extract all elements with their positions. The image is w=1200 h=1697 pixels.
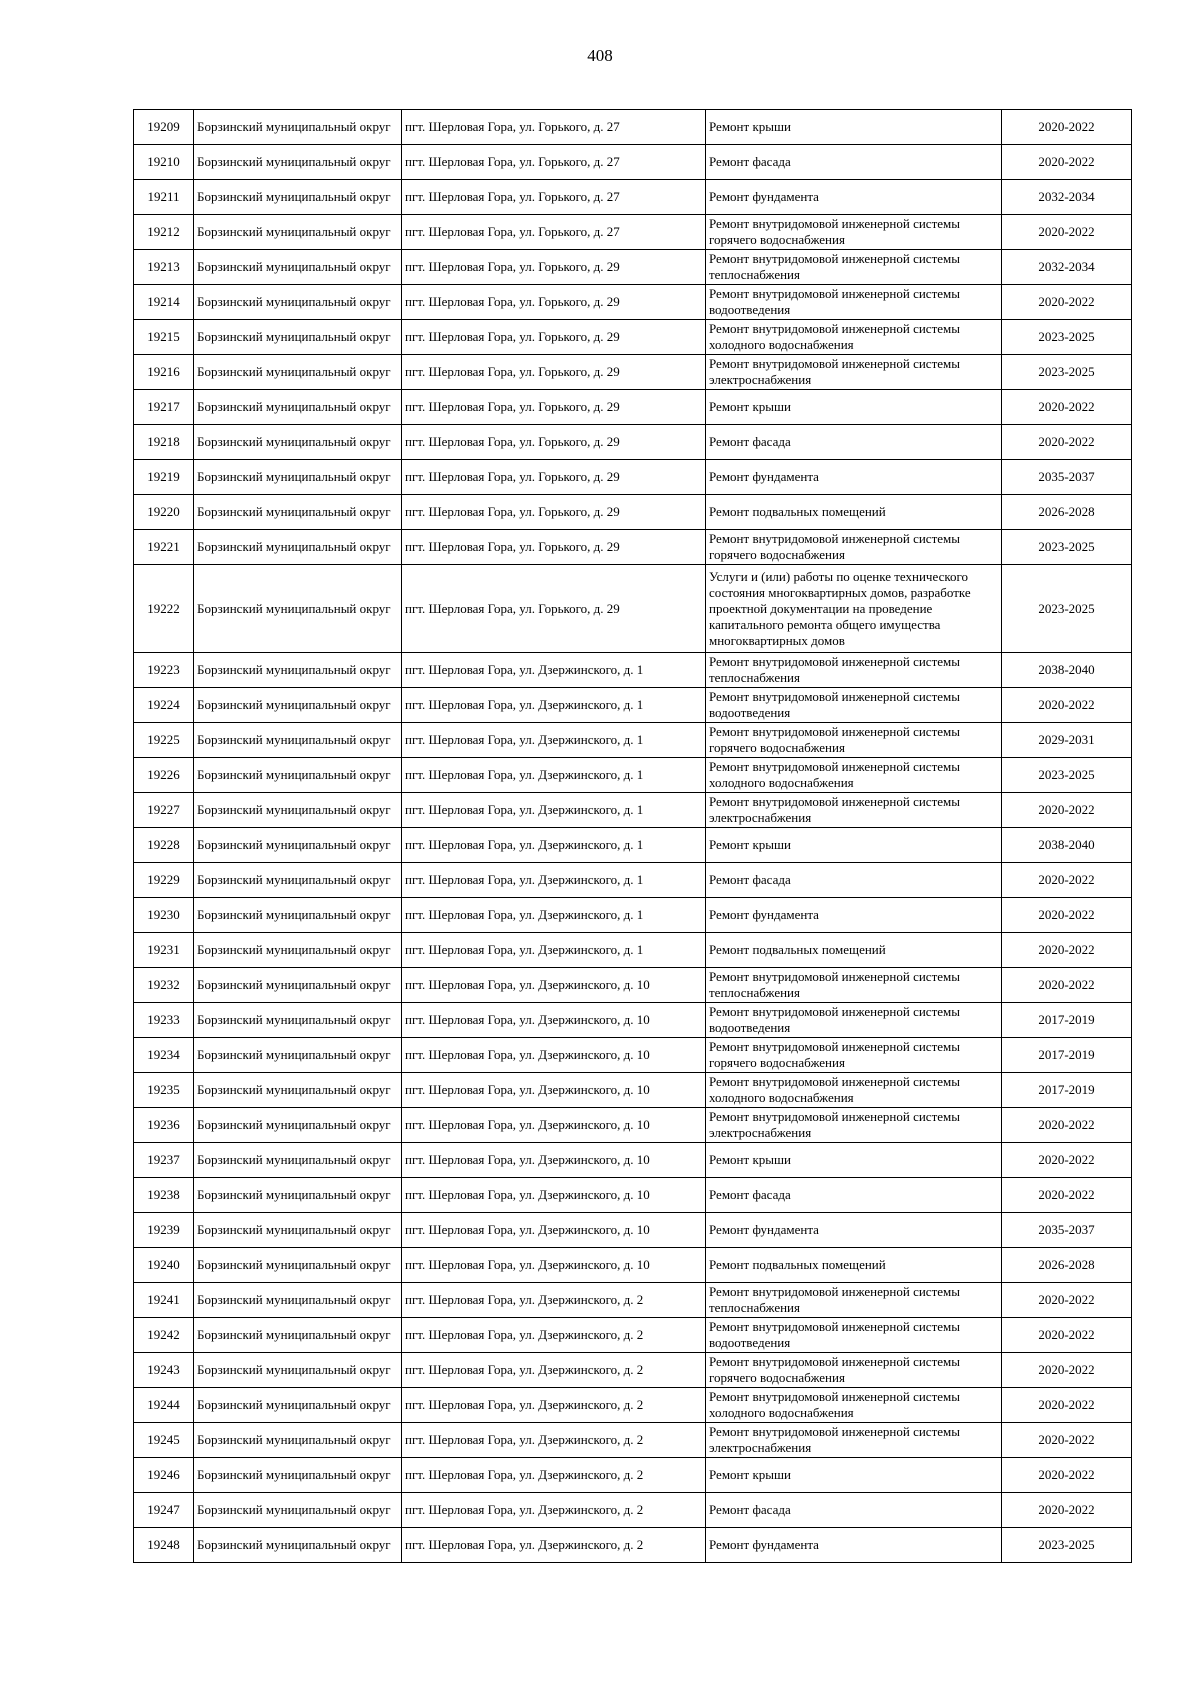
municipality-cell: Борзинский муниципальный округ (194, 1283, 402, 1318)
row-number: 19221 (134, 530, 194, 565)
municipality-cell: Борзинский муниципальный округ (194, 110, 402, 145)
address-cell: пгт. Шерловая Гора, ул. Дзержинского, д. 10 (402, 1178, 706, 1213)
municipality-cell: Борзинский муниципальный округ (194, 1528, 402, 1563)
address-cell: пгт. Шерловая Гора, ул. Горького, д. 29 (402, 495, 706, 530)
table-row (134, 1003, 1132, 1038)
address-cell: пгт. Шерловая Гора, ул. Горького, д. 29 (402, 320, 706, 355)
period-cell: 2020-2022 (1002, 793, 1132, 828)
period-cell: 2020-2022 (1002, 1108, 1132, 1143)
row-number: 19220 (134, 495, 194, 530)
table-row (134, 285, 1132, 320)
table-row (134, 828, 1132, 863)
municipality-cell: Борзинский муниципальный округ (194, 1458, 402, 1493)
municipality-cell: Борзинский муниципальный округ (194, 285, 402, 320)
period-cell: 2023-2025 (1002, 530, 1132, 565)
table-row (134, 1213, 1132, 1248)
table-row (134, 1283, 1132, 1318)
address-cell: пгт. Шерловая Гора, ул. Дзержинского, д. 2 (402, 1318, 706, 1353)
row-number: 19224 (134, 688, 194, 723)
period-cell: 2029-2031 (1002, 723, 1132, 758)
row-number: 19247 (134, 1493, 194, 1528)
row-number: 19226 (134, 758, 194, 793)
table-row (134, 1108, 1132, 1143)
table-row (134, 390, 1132, 425)
work-type-cell: Ремонт фасада (706, 1493, 1002, 1528)
address-cell: пгт. Шерловая Гора, ул. Горького, д. 27 (402, 180, 706, 215)
period-cell: 2023-2025 (1002, 758, 1132, 793)
municipality-cell: Борзинский муниципальный округ (194, 688, 402, 723)
period-cell: 2023-2025 (1002, 1528, 1132, 1563)
address-cell: пгт. Шерловая Гора, ул. Дзержинского, д. 2 (402, 1423, 706, 1458)
table-row (134, 688, 1132, 723)
work-type-cell: Ремонт крыши (706, 828, 1002, 863)
municipality-cell: Борзинский муниципальный округ (194, 1353, 402, 1388)
row-number: 19248 (134, 1528, 194, 1563)
table-row (134, 565, 1132, 653)
work-type-cell: Ремонт внутридомовой инженерной системы водоотведения (706, 1003, 1002, 1038)
row-number: 19228 (134, 828, 194, 863)
work-type-cell: Ремонт внутридомовой инженерной системы электроснабжения (706, 355, 1002, 390)
table-row (134, 1493, 1132, 1528)
period-cell: 2020-2022 (1002, 110, 1132, 145)
address-cell: пгт. Шерловая Гора, ул. Дзержинского, д. 1 (402, 793, 706, 828)
page-number: 408 (587, 46, 613, 65)
address-cell: пгт. Шерловая Гора, ул. Дзержинского, д. 1 (402, 898, 706, 933)
period-cell: 2020-2022 (1002, 1283, 1132, 1318)
row-number: 19242 (134, 1318, 194, 1353)
row-number: 19225 (134, 723, 194, 758)
row-number: 19246 (134, 1458, 194, 1493)
table-row (134, 1388, 1132, 1423)
table-row (134, 793, 1132, 828)
period-cell: 2020-2022 (1002, 215, 1132, 250)
municipality-cell: Борзинский муниципальный округ (194, 1178, 402, 1213)
municipality-cell: Борзинский муниципальный округ (194, 180, 402, 215)
address-cell: пгт. Шерловая Гора, ул. Дзержинского, д. 1 (402, 653, 706, 688)
period-cell: 2020-2022 (1002, 1318, 1132, 1353)
period-cell: 2017-2019 (1002, 1073, 1132, 1108)
municipality-cell: Борзинский муниципальный округ (194, 565, 402, 653)
row-number: 19239 (134, 1213, 194, 1248)
table-body (134, 110, 1132, 1563)
row-number: 19245 (134, 1423, 194, 1458)
table-row (134, 1073, 1132, 1108)
address-cell: пгт. Шерловая Гора, ул. Дзержинского, д. 2 (402, 1283, 706, 1318)
municipality-cell: Борзинский муниципальный округ (194, 758, 402, 793)
municipality-cell: Борзинский муниципальный округ (194, 898, 402, 933)
row-number: 19238 (134, 1178, 194, 1213)
work-type-cell: Ремонт фасада (706, 145, 1002, 180)
work-type-cell: Ремонт крыши (706, 1143, 1002, 1178)
row-number: 19211 (134, 180, 194, 215)
address-cell: пгт. Шерловая Гора, ул. Дзержинского, д. 1 (402, 688, 706, 723)
row-number: 19244 (134, 1388, 194, 1423)
address-cell: пгт. Шерловая Гора, ул. Дзержинского, д. 10 (402, 1248, 706, 1283)
period-cell: 2026-2028 (1002, 1248, 1132, 1283)
period-cell: 2020-2022 (1002, 390, 1132, 425)
table-row (134, 1038, 1132, 1073)
address-cell: пгт. Шерловая Гора, ул. Горького, д. 27 (402, 110, 706, 145)
municipality-cell: Борзинский муниципальный округ (194, 1493, 402, 1528)
period-cell: 2020-2022 (1002, 1458, 1132, 1493)
period-cell: 2020-2022 (1002, 688, 1132, 723)
period-cell: 2026-2028 (1002, 495, 1132, 530)
municipality-cell: Борзинский муниципальный округ (194, 425, 402, 460)
address-cell: пгт. Шерловая Гора, ул. Горького, д. 29 (402, 390, 706, 425)
address-cell: пгт. Шерловая Гора, ул. Горького, д. 29 (402, 565, 706, 653)
municipality-cell: Борзинский муниципальный округ (194, 460, 402, 495)
address-cell: пгт. Шерловая Гора, ул. Дзержинского, д. 2 (402, 1528, 706, 1563)
work-type-cell: Ремонт внутридомовой инженерной системы горячего водоснабжения (706, 1038, 1002, 1073)
period-cell: 2020-2022 (1002, 425, 1132, 460)
table-row (134, 1178, 1132, 1213)
work-type-cell: Ремонт фундамента (706, 180, 1002, 215)
address-cell: пгт. Шерловая Гора, ул. Дзержинского, д. 10 (402, 1108, 706, 1143)
row-number: 19229 (134, 863, 194, 898)
table-row (134, 145, 1132, 180)
row-number: 19209 (134, 110, 194, 145)
municipality-cell: Борзинский муниципальный округ (194, 863, 402, 898)
period-cell: 2017-2019 (1002, 1003, 1132, 1038)
period-cell: 2023-2025 (1002, 565, 1132, 653)
table-row (134, 495, 1132, 530)
municipality-cell: Борзинский муниципальный округ (194, 355, 402, 390)
period-cell: 2020-2022 (1002, 145, 1132, 180)
work-type-cell: Ремонт фундамента (706, 1213, 1002, 1248)
municipality-cell: Борзинский муниципальный округ (194, 1248, 402, 1283)
municipality-cell: Борзинский муниципальный округ (194, 1038, 402, 1073)
address-cell: пгт. Шерловая Гора, ул. Дзержинского, д. 10 (402, 1213, 706, 1248)
repair-schedule-table (133, 109, 1132, 1563)
work-type-cell: Ремонт внутридомовой инженерной системы электроснабжения (706, 1108, 1002, 1143)
address-cell: пгт. Шерловая Гора, ул. Дзержинского, д. 1 (402, 863, 706, 898)
table-row (134, 180, 1132, 215)
row-number: 19240 (134, 1248, 194, 1283)
work-type-cell: Ремонт фундамента (706, 898, 1002, 933)
work-type-cell: Услуги и (или) работы по оценке технического состояния многоквартирных домов, разработке проектной документации на проведение капитального ремонта общего имущества многоквартирных домов (706, 565, 1002, 653)
period-cell: 2020-2022 (1002, 1423, 1132, 1458)
period-cell: 2017-2019 (1002, 1038, 1132, 1073)
period-cell: 2032-2034 (1002, 180, 1132, 215)
period-cell: 2032-2034 (1002, 250, 1132, 285)
address-cell: пгт. Шерловая Гора, ул. Дзержинского, д. 10 (402, 1038, 706, 1073)
address-cell: пгт. Шерловая Гора, ул. Дзержинского, д. 1 (402, 758, 706, 793)
row-number: 19218 (134, 425, 194, 460)
address-cell: пгт. Шерловая Гора, ул. Дзержинского, д. 1 (402, 828, 706, 863)
period-cell: 2020-2022 (1002, 1388, 1132, 1423)
address-cell: пгт. Шерловая Гора, ул. Дзержинского, д. 2 (402, 1388, 706, 1423)
address-cell: пгт. Шерловая Гора, ул. Горького, д. 29 (402, 285, 706, 320)
row-number: 19213 (134, 250, 194, 285)
municipality-cell: Борзинский муниципальный округ (194, 828, 402, 863)
table-row (134, 460, 1132, 495)
address-cell: пгт. Шерловая Гора, ул. Дзержинского, д. 10 (402, 1073, 706, 1108)
table-row (134, 898, 1132, 933)
row-number: 19214 (134, 285, 194, 320)
address-cell: пгт. Шерловая Гора, ул. Дзержинского, д. 10 (402, 1003, 706, 1038)
table-row (134, 653, 1132, 688)
row-number: 19210 (134, 145, 194, 180)
address-cell: пгт. Шерловая Гора, ул. Горького, д. 27 (402, 145, 706, 180)
municipality-cell: Борзинский муниципальный округ (194, 653, 402, 688)
row-number: 19230 (134, 898, 194, 933)
period-cell: 2020-2022 (1002, 1143, 1132, 1178)
period-cell: 2038-2040 (1002, 828, 1132, 863)
address-cell: пгт. Шерловая Гора, ул. Дзержинского, д. 2 (402, 1493, 706, 1528)
work-type-cell: Ремонт внутридомовой инженерной системы теплоснабжения (706, 653, 1002, 688)
municipality-cell: Борзинский муниципальный округ (194, 1388, 402, 1423)
work-type-cell: Ремонт подвальных помещений (706, 933, 1002, 968)
row-number: 19217 (134, 390, 194, 425)
table-row (134, 863, 1132, 898)
address-cell: пгт. Шерловая Гора, ул. Дзержинского, д. 10 (402, 1143, 706, 1178)
row-number: 19212 (134, 215, 194, 250)
row-number: 19236 (134, 1108, 194, 1143)
work-type-cell: Ремонт внутридомовой инженерной системы холодного водоснабжения (706, 1388, 1002, 1423)
address-cell: пгт. Шерловая Гора, ул. Горького, д. 27 (402, 215, 706, 250)
municipality-cell: Борзинский муниципальный округ (194, 1108, 402, 1143)
address-cell: пгт. Шерловая Гора, ул. Дзержинского, д. 2 (402, 1458, 706, 1493)
table-row (134, 758, 1132, 793)
table-row (134, 1143, 1132, 1178)
table-row (134, 723, 1132, 758)
work-type-cell: Ремонт крыши (706, 110, 1002, 145)
table-row (134, 1458, 1132, 1493)
address-cell: пгт. Шерловая Гора, ул. Горького, д. 29 (402, 355, 706, 390)
municipality-cell: Борзинский муниципальный округ (194, 793, 402, 828)
period-cell: 2020-2022 (1002, 1353, 1132, 1388)
municipality-cell: Борзинский муниципальный округ (194, 1318, 402, 1353)
address-cell: пгт. Шерловая Гора, ул. Горького, д. 29 (402, 530, 706, 565)
work-type-cell: Ремонт внутридомовой инженерной системы водоотведения (706, 285, 1002, 320)
work-type-cell: Ремонт фундамента (706, 1528, 1002, 1563)
municipality-cell: Борзинский муниципальный округ (194, 1003, 402, 1038)
row-number: 19232 (134, 968, 194, 1003)
row-number: 19231 (134, 933, 194, 968)
work-type-cell: Ремонт фасада (706, 1178, 1002, 1213)
work-type-cell: Ремонт внутридомовой инженерной системы теплоснабжения (706, 250, 1002, 285)
work-type-cell: Ремонт внутридомовой инженерной системы теплоснабжения (706, 1283, 1002, 1318)
work-type-cell: Ремонт внутридомовой инженерной системы горячего водоснабжения (706, 530, 1002, 565)
address-cell: пгт. Шерловая Гора, ул. Дзержинского, д. 10 (402, 968, 706, 1003)
table-row (134, 1528, 1132, 1563)
row-number: 19222 (134, 565, 194, 653)
work-type-cell: Ремонт внутридомовой инженерной системы горячего водоснабжения (706, 1353, 1002, 1388)
work-type-cell: Ремонт внутридомовой инженерной системы электроснабжения (706, 793, 1002, 828)
address-cell: пгт. Шерловая Гора, ул. Дзержинского, д. 1 (402, 723, 706, 758)
table-row (134, 968, 1132, 1003)
municipality-cell: Борзинский муниципальный округ (194, 530, 402, 565)
period-cell: 2035-2037 (1002, 1213, 1132, 1248)
municipality-cell: Борзинский муниципальный округ (194, 1073, 402, 1108)
address-cell: пгт. Шерловая Гора, ул. Горького, д. 29 (402, 460, 706, 495)
row-number: 19233 (134, 1003, 194, 1038)
address-cell: пгт. Шерловая Гора, ул. Дзержинского, д. 1 (402, 933, 706, 968)
table-row (134, 425, 1132, 460)
table-row (134, 1423, 1132, 1458)
municipality-cell: Борзинский муниципальный округ (194, 1143, 402, 1178)
period-cell: 2020-2022 (1002, 968, 1132, 1003)
work-type-cell: Ремонт фасада (706, 425, 1002, 460)
period-cell: 2020-2022 (1002, 898, 1132, 933)
table-row (134, 110, 1132, 145)
work-type-cell: Ремонт внутридомовой инженерной системы водоотведения (706, 1318, 1002, 1353)
municipality-cell: Борзинский муниципальный округ (194, 495, 402, 530)
table-row (134, 1353, 1132, 1388)
municipality-cell: Борзинский муниципальный округ (194, 968, 402, 1003)
address-cell: пгт. Шерловая Гора, ул. Горького, д. 29 (402, 250, 706, 285)
work-type-cell: Ремонт внутридомовой инженерной системы водоотведения (706, 688, 1002, 723)
period-cell: 2023-2025 (1002, 355, 1132, 390)
table-row (134, 530, 1132, 565)
work-type-cell: Ремонт подвальных помещений (706, 495, 1002, 530)
work-type-cell: Ремонт внутридомовой инженерной системы горячего водоснабжения (706, 723, 1002, 758)
period-cell: 2020-2022 (1002, 933, 1132, 968)
municipality-cell: Борзинский муниципальный округ (194, 215, 402, 250)
municipality-cell: Борзинский муниципальный округ (194, 723, 402, 758)
work-type-cell: Ремонт внутридомовой инженерной системы холодного водоснабжения (706, 1073, 1002, 1108)
address-cell: пгт. Шерловая Гора, ул. Горького, д. 29 (402, 425, 706, 460)
period-cell: 2020-2022 (1002, 285, 1132, 320)
row-number: 19243 (134, 1353, 194, 1388)
row-number: 19216 (134, 355, 194, 390)
municipality-cell: Борзинский муниципальный округ (194, 320, 402, 355)
municipality-cell: Борзинский муниципальный округ (194, 1213, 402, 1248)
row-number: 19241 (134, 1283, 194, 1318)
work-type-cell: Ремонт внутридомовой инженерной системы теплоснабжения (706, 968, 1002, 1003)
table-row (134, 215, 1132, 250)
work-type-cell: Ремонт фасада (706, 863, 1002, 898)
table-row (134, 250, 1132, 285)
municipality-cell: Борзинский муниципальный округ (194, 1423, 402, 1458)
work-type-cell: Ремонт подвальных помещений (706, 1248, 1002, 1283)
work-type-cell: Ремонт крыши (706, 390, 1002, 425)
period-cell: 2023-2025 (1002, 320, 1132, 355)
municipality-cell: Борзинский муниципальный округ (194, 390, 402, 425)
municipality-cell: Борзинский муниципальный округ (194, 933, 402, 968)
row-number: 19223 (134, 653, 194, 688)
work-type-cell: Ремонт внутридомовой инженерной системы холодного водоснабжения (706, 320, 1002, 355)
work-type-cell: Ремонт фундамента (706, 460, 1002, 495)
table-row (134, 320, 1132, 355)
row-number: 19219 (134, 460, 194, 495)
period-cell: 2020-2022 (1002, 1493, 1132, 1528)
table-row (134, 1318, 1132, 1353)
row-number: 19235 (134, 1073, 194, 1108)
municipality-cell: Борзинский муниципальный округ (194, 250, 402, 285)
table-row (134, 933, 1132, 968)
period-cell: 2020-2022 (1002, 863, 1132, 898)
work-type-cell: Ремонт внутридомовой инженерной системы горячего водоснабжения (706, 215, 1002, 250)
row-number: 19234 (134, 1038, 194, 1073)
table-row (134, 355, 1132, 390)
row-number: 19215 (134, 320, 194, 355)
table-row (134, 1248, 1132, 1283)
municipality-cell: Борзинский муниципальный округ (194, 145, 402, 180)
period-cell: 2035-2037 (1002, 460, 1132, 495)
work-type-cell: Ремонт внутридомовой инженерной системы электроснабжения (706, 1423, 1002, 1458)
period-cell: 2038-2040 (1002, 653, 1132, 688)
row-number: 19227 (134, 793, 194, 828)
address-cell: пгт. Шерловая Гора, ул. Дзержинского, д. 2 (402, 1353, 706, 1388)
work-type-cell: Ремонт внутридомовой инженерной системы холодного водоснабжения (706, 758, 1002, 793)
row-number: 19237 (134, 1143, 194, 1178)
period-cell: 2020-2022 (1002, 1178, 1132, 1213)
work-type-cell: Ремонт крыши (706, 1458, 1002, 1493)
